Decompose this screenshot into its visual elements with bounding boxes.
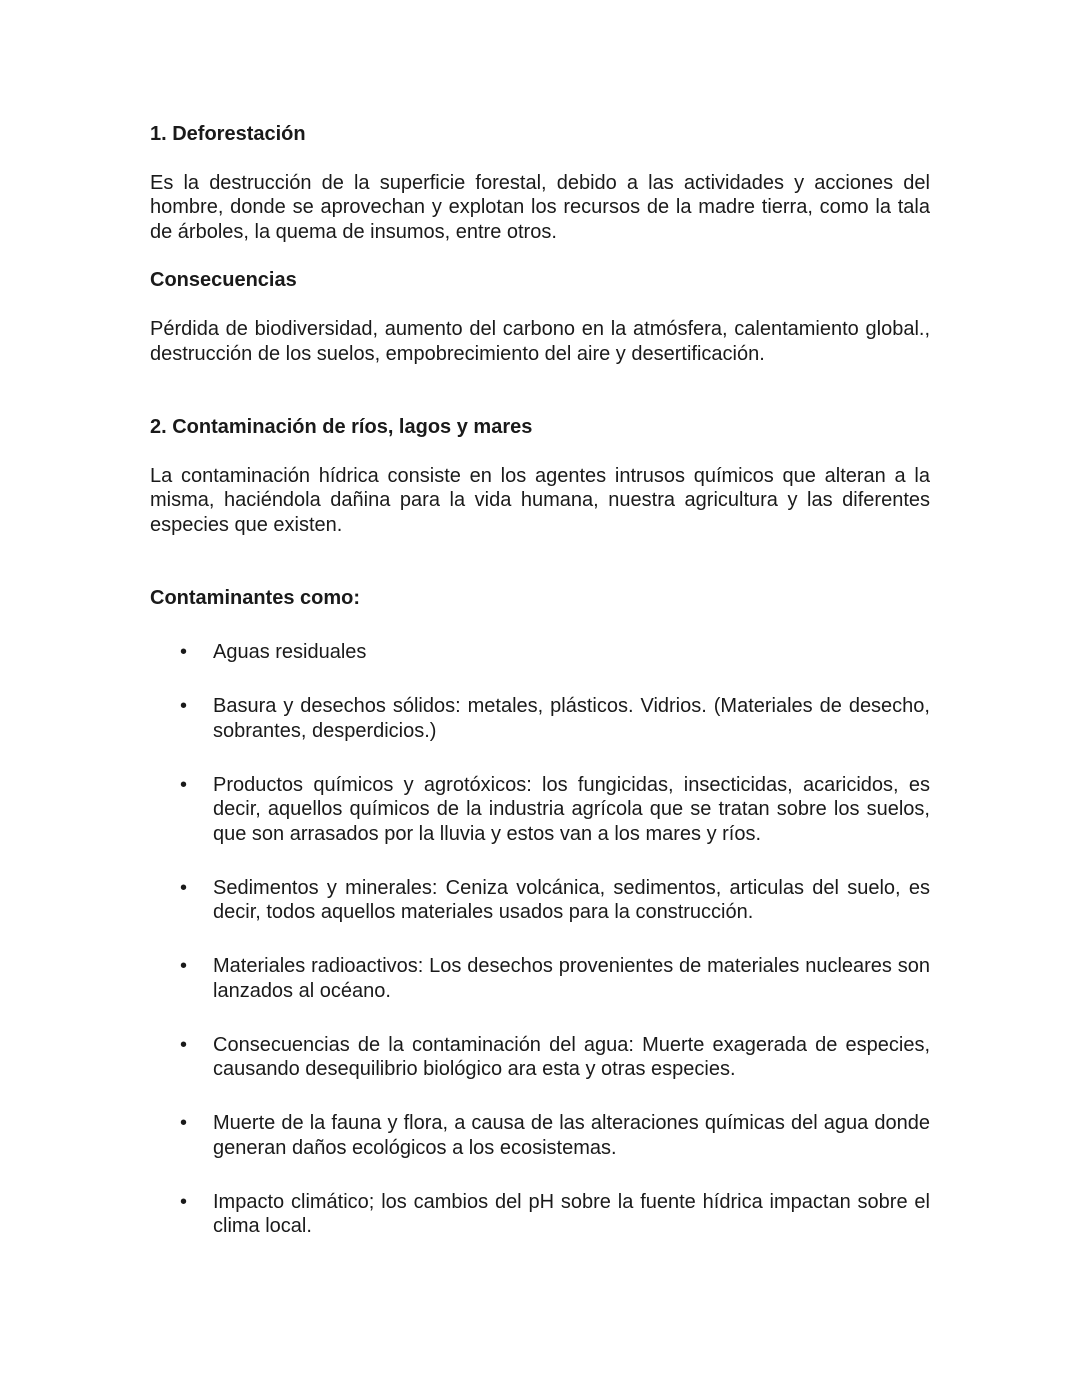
list-item-text: Consecuencias de la contaminación del agua: Muerte exagerada de especies, causando desequilibrio biológico ara esta y otras especies.: [213, 1033, 930, 1080]
section-1-consequences: Pérdida de biodiversidad, aumento del carbono en la atmósfera, calentamiento global., destrucción de los suelos, empobrecimiento del aire y desertificación.: [150, 318, 930, 365]
list-item-text: Impacto climático; los cambios del pH sobre la fuente hídrica impactan sobre el clima local.: [213, 1190, 930, 1237]
list-item-text: Materiales radioactivos: Los desechos provenientes de materiales nucleares son lanzados al océano.: [213, 955, 930, 1002]
bullet-icon: •: [180, 1112, 188, 1134]
list-item: [150, 1190, 930, 1239]
section-2-title: 2. Contaminación de ríos, lagos y mares: [150, 416, 533, 438]
bullet-icon: •: [180, 876, 188, 899]
section-2-subheading: Contaminantes como:: [150, 587, 361, 609]
list-item-text: Sedimentos y minerales: Ceniza volcánica, sedimentos, articulas del suelo, es decir, todos aquellos materiales usados para la construcción.: [213, 876, 930, 923]
bullet-icon: •: [180, 695, 188, 717]
document-content: [150, 122, 930, 1239]
list-item: [150, 773, 930, 847]
bullet-icon: •: [180, 1033, 188, 1056]
contaminants-list: [150, 640, 930, 1239]
list-item: [150, 640, 930, 665]
section-1-body: Es la destrucción de la superficie forestal, debido a las actividades y acciones del hombre, donde se aprovechan y explotan los recursos de la madre tierra, como la tala de árboles, la quema de insumos, entre otros.: [150, 171, 930, 243]
bullet-icon: •: [180, 773, 188, 796]
list-item-text: Muerte de la fauna y flora, a causa de las alteraciones químicas del agua donde generan daños ecológicos a los ecosistemas.: [213, 1112, 930, 1159]
bullet-icon: •: [180, 955, 188, 977]
list-item-text: Productos químicos y agrotóxicos: los fungicidas, insecticidas, acaricidos, es decir, aquellos químicos de la industria agrícola que se tratan sobre los suelos, que son arrasados por la lluvia y estos van a los mares y ríos.: [213, 773, 930, 845]
list-item: [150, 694, 930, 743]
bullet-icon: •: [180, 1190, 188, 1213]
section-1-subheading: Consecuencias: [150, 269, 297, 291]
list-item: [150, 1111, 930, 1160]
list-item: [150, 1033, 930, 1082]
list-item: [150, 954, 930, 1003]
section-2-body: La contaminación hídrica consiste en los agentes intrusos químicos que alteran a la misma, haciéndola dañina para la vida humana, nuestra agricultura y las diferentes especies que existen.: [150, 464, 930, 536]
section-1-title: 1. Deforestación: [150, 123, 306, 145]
bullet-icon: •: [180, 641, 188, 663]
list-item: [150, 876, 930, 925]
list-item-text: Aguas residuales: [213, 641, 367, 663]
list-item-text: Basura y desechos sólidos: metales, plásticos. Vidrios. (Materiales de desecho, sobrantes, desperdicios.): [213, 695, 930, 742]
